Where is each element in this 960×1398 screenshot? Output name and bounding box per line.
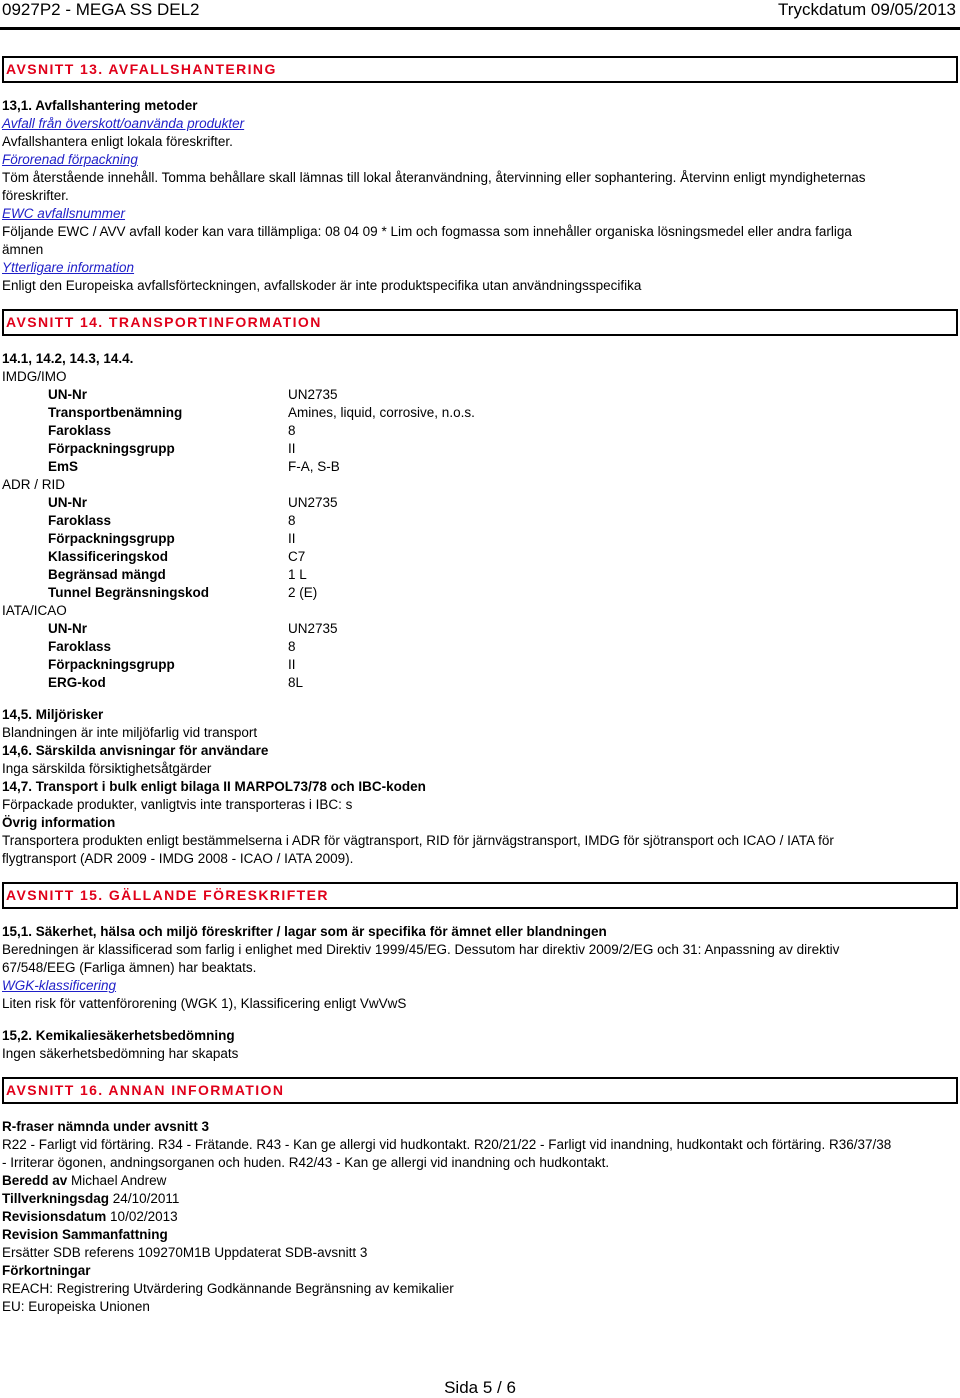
adr-row — [0, 494, 960, 512]
iata-key: Förpackningsgrupp — [48, 657, 175, 672]
s13-text-2b: föreskrifter. — [2, 188, 69, 203]
imdg-row — [0, 404, 960, 422]
s16-forkortning-eu: EU: Europeiska Unionen — [2, 1299, 150, 1314]
iata-row — [0, 674, 960, 692]
iata-key: Faroklass — [48, 639, 112, 654]
s13-text-2a: Töm återstående innehåll. Tomma behållare skall lämnas till lokal återanvändning, återvinning eller sophantering. Återvinn enligt myndigheternas — [2, 170, 866, 185]
s14-heading-6: 14,6. Särskilda anvisningar för användare — [2, 743, 269, 758]
adr-row — [0, 548, 960, 566]
header-rule — [0, 27, 960, 30]
adr-value: C7 — [288, 549, 306, 564]
adr-key: Faroklass — [48, 513, 112, 528]
tillverkningsdag-label: Tillverkningsdag — [2, 1191, 110, 1206]
section-15-heading: AVSNITT 15. GÄLLANDE FÖRESKRIFTER — [2, 882, 958, 909]
adr-value: 8 — [288, 513, 296, 528]
s14-text-5: Blandningen är inte miljöfarlig vid transport — [2, 725, 258, 740]
s15-heading-2: 15,2. Kemikaliesäkerhetsbedömning — [2, 1028, 235, 1043]
document-id: 0927P2 - MEGA SS DEL2 — [2, 0, 200, 19]
adr-row — [0, 584, 960, 602]
iata-value: II — [288, 657, 296, 672]
adr-row — [0, 530, 960, 548]
iata-value: UN2735 — [288, 621, 338, 636]
s13-text-1: Avfallshantera enligt lokala föreskrifter. — [2, 134, 233, 149]
imdg-key: Förpackningsgrupp — [48, 441, 175, 456]
imdg-value: II — [288, 441, 296, 456]
s16-beredd — [0, 1172, 960, 1190]
iata-row — [0, 620, 960, 638]
section-13-heading: AVSNITT 13. AVFALLSHANTERING — [2, 56, 958, 83]
s16-text-1b: - Irriterar ögonen, andningsorganen och huden. R42/43 - Kan ge allergi vid inandning och hudkontakt. — [2, 1155, 610, 1170]
adr-row — [0, 566, 960, 584]
section-14-heading: AVSNITT 14. TRANSPORTINFORMATION — [2, 309, 958, 336]
s15-text-3: Ingen säkerhetsbedömning har skapats — [2, 1046, 239, 1061]
s16-revision-sammanfattning: Revision Sammanfattning — [2, 1227, 168, 1242]
s13-heading-1: 13,1. Avfallshantering metoder — [2, 98, 198, 113]
s13-text-3a: Följande EWC / AVV avfall koder kan vara tillämpliga: 08 04 09 * Lim och fogmassa som innehåller organiska lösningsmedel eller andra farliga — [2, 224, 852, 239]
adr-value: II — [288, 531, 296, 546]
s15-link-wgk[interactable]: WGK-klassificering — [2, 978, 117, 993]
revisionsdatum-value: 10/02/2013 — [110, 1209, 178, 1224]
iata-value: 8L — [288, 675, 304, 690]
page-header — [0, 0, 960, 34]
imdg-row — [0, 458, 960, 476]
document-body — [0, 56, 960, 1316]
adr-key: Klassificeringskod — [48, 549, 169, 564]
imdg-label: IMDG/IMO — [2, 369, 67, 384]
s14-text-6: Inga särskilda försiktighetsåtgärder — [2, 761, 212, 776]
iata-value: 8 — [288, 639, 296, 654]
s13-link-ewc[interactable]: EWC avfallsnummer — [2, 206, 126, 221]
imdg-row — [0, 440, 960, 458]
beredd-label: Beredd av — [2, 1173, 68, 1188]
s13-link-overskott[interactable]: Avfall från överskott/oanvända produkter — [2, 116, 245, 131]
s16-forkortningar: Förkortningar — [2, 1263, 91, 1278]
iata-key: UN-Nr — [48, 621, 87, 636]
s16-forkortning-reach: REACH: Registrering Utvärdering Godkännande Begränsning av kemikalier — [2, 1281, 454, 1296]
s16-revisionsdatum — [0, 1208, 960, 1226]
s14-text-8a: Transportera produkten enligt bestämmelserna i ADR för vägtransport, RID för järnvägstransport, IMDG för sjötransport och ICAO / IATA för — [2, 833, 834, 848]
s14-heading-8: Övrig information — [2, 815, 116, 830]
adr-value: UN2735 — [288, 495, 338, 510]
iata-key: ERG-kod — [48, 675, 106, 690]
adr-key: Tunnel Begränsningskod — [48, 585, 210, 600]
imdg-key: Transportbenämning — [48, 405, 183, 420]
s16-revision-text: Ersätter SDB referens 109270M1B Uppdaterat SDB-avsnitt 3 — [2, 1245, 368, 1260]
imdg-key: Faroklass — [48, 423, 112, 438]
imdg-value: 8 — [288, 423, 296, 438]
imdg-key: EmS — [48, 459, 79, 474]
imdg-row — [0, 386, 960, 404]
revisionsdatum-label: Revisionsdatum — [2, 1209, 107, 1224]
adr-row — [0, 512, 960, 530]
s15-text-1b: 67/548/EEG (Farliga ämnen) har beaktats. — [2, 960, 257, 975]
s14-heading-5: 14,5. Miljörisker — [2, 707, 104, 722]
tillverkningsdag-value: 24/10/2011 — [112, 1191, 180, 1206]
adr-label: ADR / RID — [2, 477, 66, 492]
adr-key: Förpackningsgrupp — [48, 531, 175, 546]
s16-text-1a: R22 - Farligt vid förtäring. R34 - Frätande. R43 - Kan ge allergi vid hudkontakt. R20/21/22 - Farligt vid inandning, hudkontakt och förtäring. R36/37/38 — [2, 1137, 892, 1152]
adr-value: 1 L — [288, 567, 307, 582]
s16-tillverkningsdag — [0, 1190, 960, 1208]
imdg-value: Amines, liquid, corrosive, n.o.s. — [288, 405, 475, 420]
imdg-value: UN2735 — [288, 387, 338, 402]
adr-key: UN-Nr — [48, 495, 87, 510]
s16-heading-1: R-fraser nämnda under avsnitt 3 — [2, 1119, 210, 1134]
iata-label: IATA/ICAO — [2, 603, 67, 618]
imdg-row — [0, 422, 960, 440]
s14-heading-7: 14,7. Transport i bulk enligt bilaga II MARPOL73/78 och IBC-koden — [2, 779, 426, 794]
adr-value: 2 (E) — [288, 585, 318, 600]
s15-text-2: Liten risk för vattenförorening (WGK 1), Klassificering enligt VwVwS — [2, 996, 407, 1011]
print-date: Tryckdatum 09/05/2013 — [778, 0, 956, 19]
page-number: Sida 5 / 6 — [444, 1378, 516, 1397]
s13-link-ytterligare[interactable]: Ytterligare information — [2, 260, 135, 275]
s14-heading-1: 14.1, 14.2, 14.3, 14.4. — [2, 351, 134, 366]
s13-text-4: Enligt den Europeiska avfallsförteckningen, avfallskoder är inte produktspecifika utan användningsspecifika — [2, 278, 642, 293]
imdg-value: F-A, S-B — [288, 459, 340, 474]
s15-text-1a: Beredningen är klassificerad som farlig i enlighet med Direktiv 1999/45/EG. Dessutom har direktiv 2009/2/EG och 31: Anpassning av direktiv — [2, 942, 840, 957]
s14-text-7: Förpackade produkter, vanligtvis inte transporteras i IBC: s — [2, 797, 353, 812]
iata-row — [0, 638, 960, 656]
s13-text-3b: ämnen — [2, 242, 44, 257]
imdg-key: UN-Nr — [48, 387, 87, 402]
s13-link-fororenad[interactable]: Förorenad förpackning — [2, 152, 138, 167]
section-16-heading: AVSNITT 16. ANNAN INFORMATION — [2, 1077, 958, 1104]
adr-key: Begränsad mängd — [48, 567, 166, 582]
s15-heading-1: 15,1. Säkerhet, hälsa och miljö föreskrifter / lagar som är specifika för ämnet eller blandningen — [2, 924, 607, 939]
iata-row — [0, 656, 960, 674]
s14-text-8b: flygtransport (ADR 2009 - IMDG 2008 - ICAO / IATA 2009). — [2, 851, 354, 866]
beredd-value: Michael Andrew — [71, 1173, 167, 1188]
